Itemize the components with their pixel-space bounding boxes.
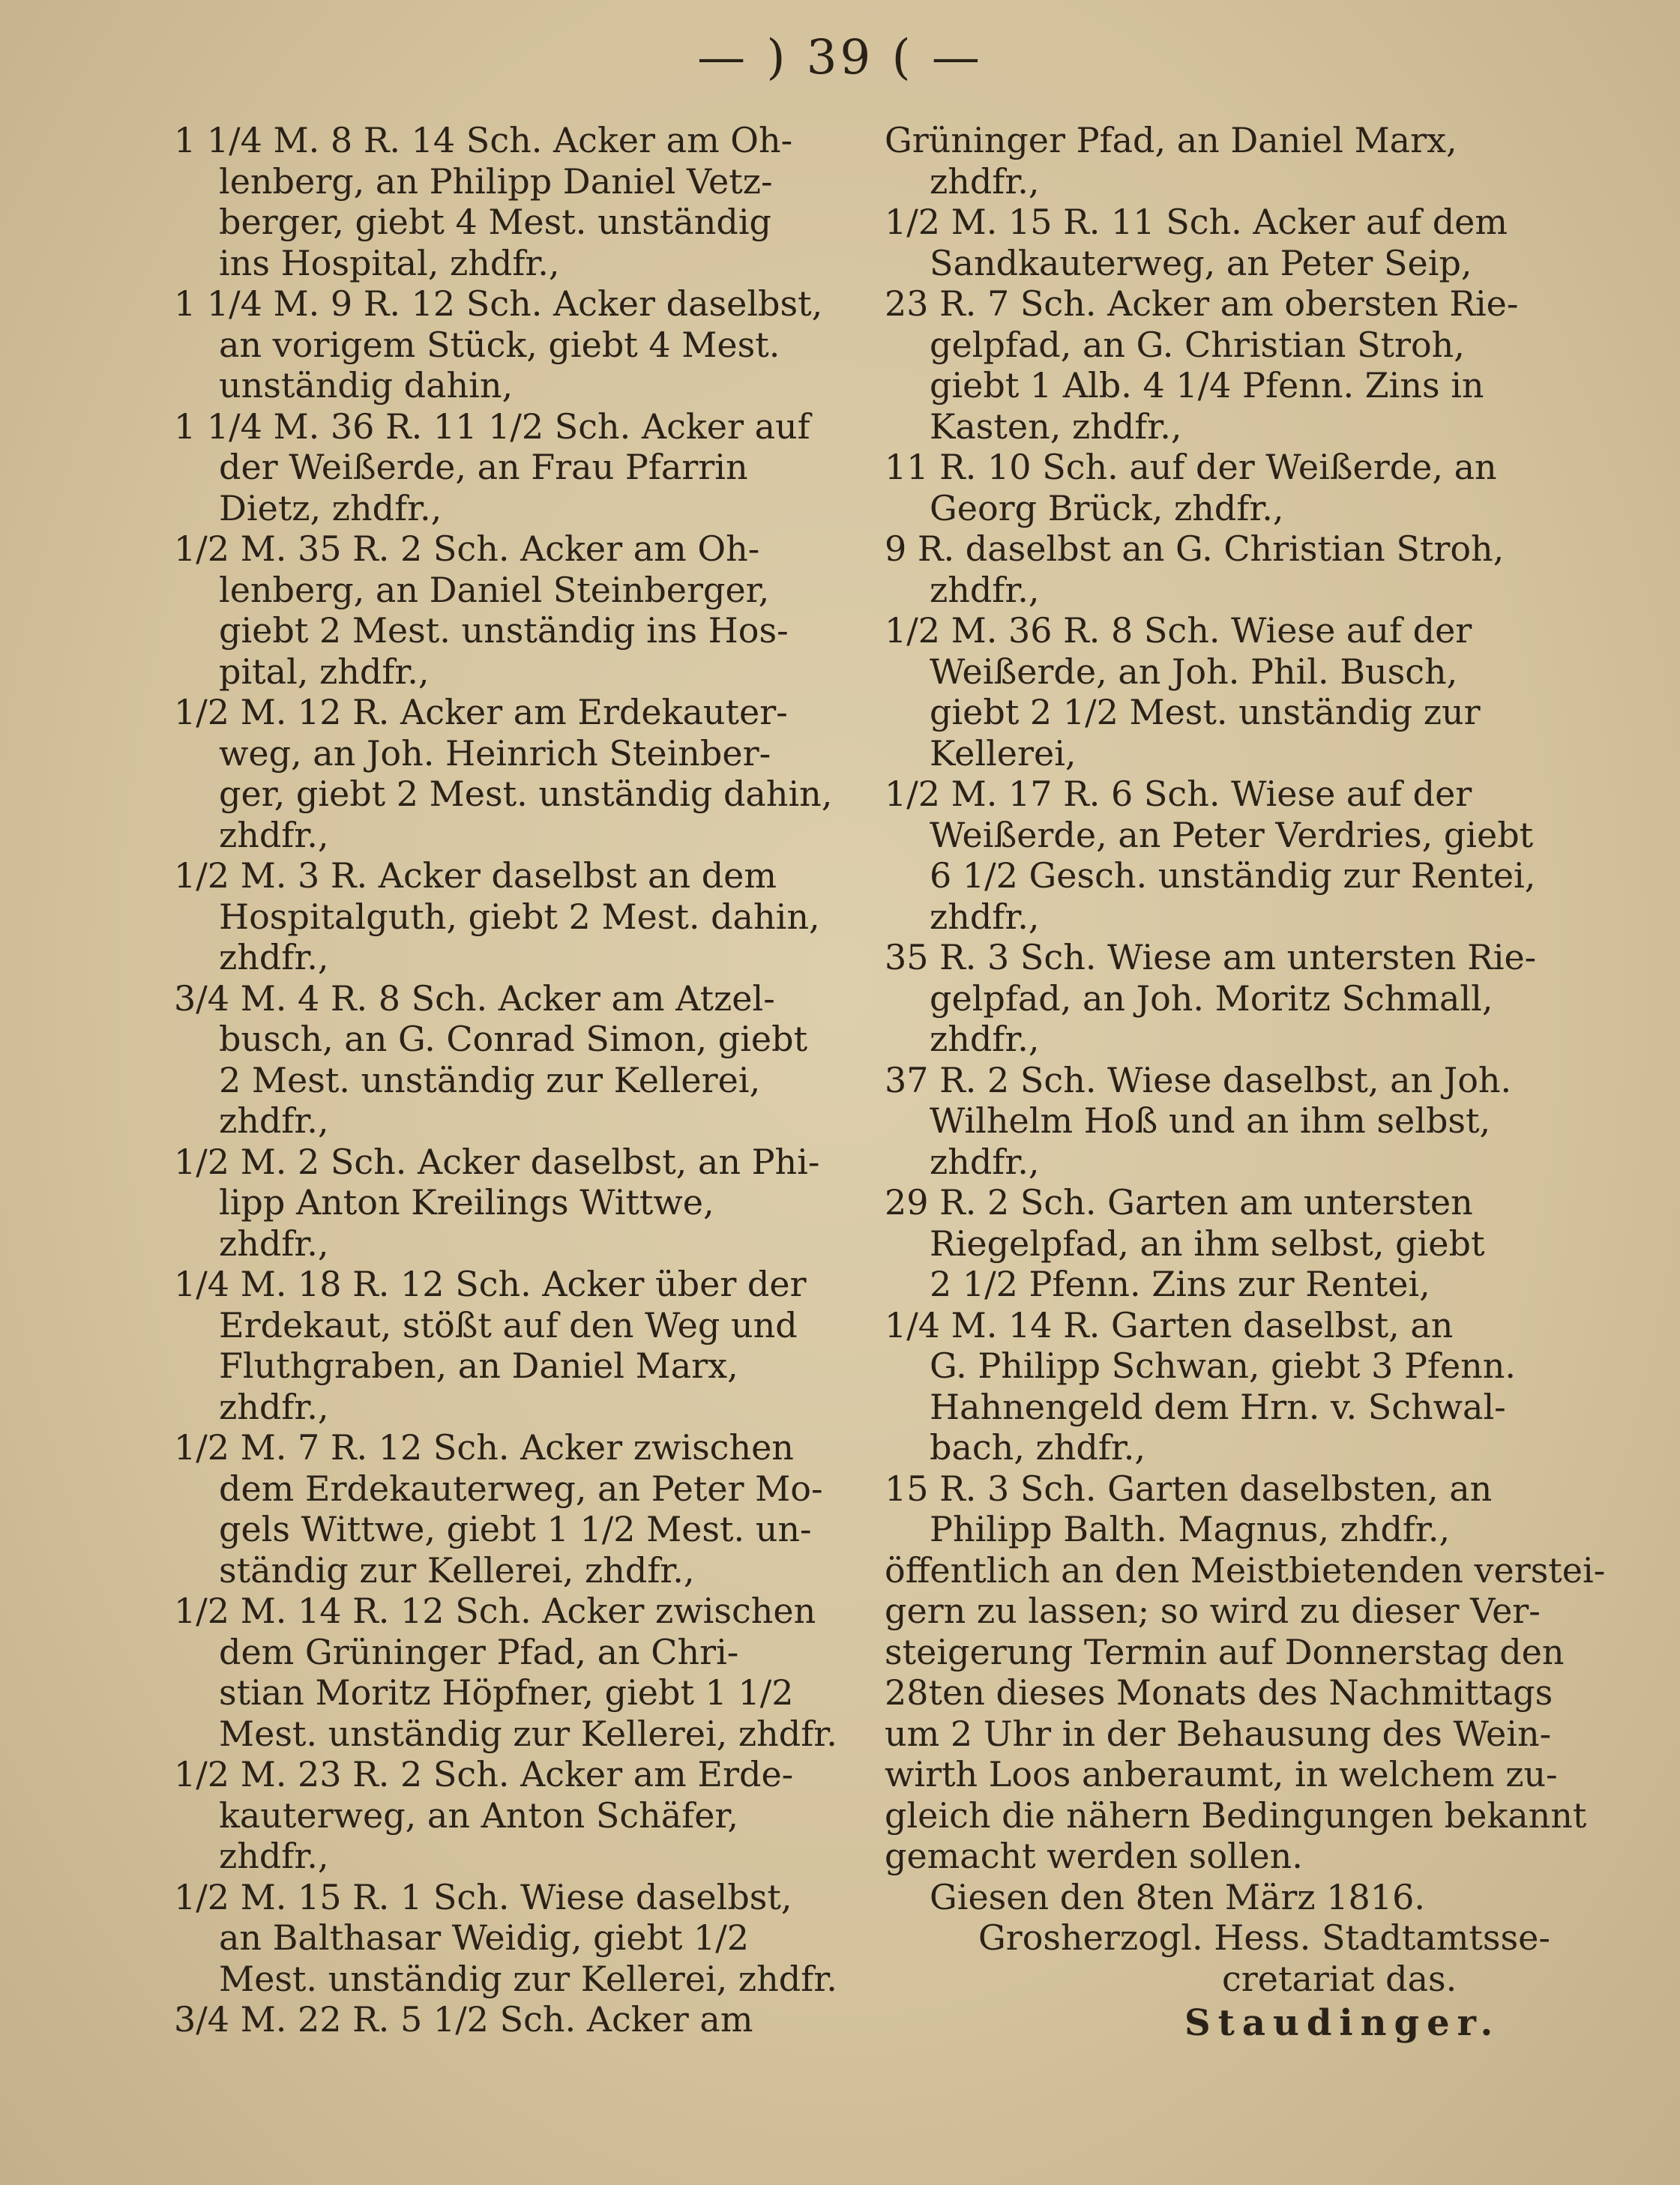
land-entry	[885, 283, 1604, 447]
entry-line: 37 R. 2 Sch. Wiese daselbst, an Joh.	[885, 1059, 1512, 1100]
land-entry	[885, 774, 1604, 937]
entry-line: Georg Brück, zhdfr.,	[930, 487, 1284, 528]
left-column	[174, 120, 849, 2040]
land-entry	[174, 1591, 849, 1754]
land-entry	[174, 1877, 849, 2000]
entry-line: gels Wittwe, giebt 1 1/2 Mest. un-	[219, 1509, 812, 1549]
entry-line: bach, zhdfr.,	[930, 1427, 1146, 1468]
entry-line: zhdfr.,	[930, 569, 1040, 610]
entry-line: 1 1/4 M. 8 R. 14 Sch. Acker am Oh-	[174, 120, 793, 160]
paragraph-line: wirth Loos anberaumt, in welchem zu-	[885, 1754, 1558, 1794]
signature-name: Staudinger.	[1184, 2002, 1501, 2044]
land-entry	[885, 1182, 1604, 1305]
land-entry	[174, 1999, 849, 2040]
entry-line: 2 Mest. unständig zur Kellerei,	[219, 1059, 761, 1100]
entry-line: zhdfr.,	[219, 1386, 329, 1427]
land-entry	[174, 1427, 849, 1591]
entry-line: 1/2 M. 15 R. 11 Sch. Acker auf dem	[885, 202, 1508, 242]
paragraph-line: steigerung Termin auf Donnerstag den	[885, 1631, 1565, 1672]
entry-line: 1/4 M. 14 R. Garten daselbst, an	[885, 1304, 1454, 1345]
entry-line: zhdfr.,	[930, 1141, 1040, 1182]
entry-line: 3/4 M. 4 R. 8 Sch. Acker am Atzel-	[174, 977, 775, 1019]
paragraph-line: gleich die nähern Bedingungen bekannt	[885, 1794, 1587, 1836]
entry-line: 23 R. 7 Sch. Acker am obersten Rie-	[885, 283, 1519, 324]
land-entry	[885, 202, 1604, 283]
land-entry	[885, 1060, 1604, 1183]
entry-line: an Balthasar Weidig, giebt 1/2	[219, 1917, 750, 1958]
closing-paragraph	[885, 1550, 1604, 1877]
entry-line: Riegelpfad, an ihm selbst, giebt	[930, 1223, 1485, 1264]
entry-line: 1/2 M. 7 R. 12 Sch. Acker zwischen	[174, 1427, 794, 1468]
paragraph-line: gern zu lassen; so wird zu dieser Ver-	[885, 1591, 1541, 1631]
entry-line: Hospitalguth, giebt 2 Mest. dahin,	[219, 896, 820, 937]
entry-line: berger, giebt 4 Mest. unständig	[219, 202, 771, 242]
entry-line: zhdfr.,	[219, 814, 329, 855]
entry-line: gelpfad, an Joh. Moritz Schmall,	[930, 977, 1493, 1019]
entry-line: dem Erdekauterweg, an Peter Mo-	[219, 1468, 823, 1509]
entry-line: 1 1/4 M. 9 R. 12 Sch. Acker daselbst,	[174, 283, 823, 324]
entry-line: 1/2 M. 17 R. 6 Sch. Wiese auf der	[885, 774, 1472, 814]
entry-line: lipp Anton Kreilings Wittwe,	[219, 1182, 714, 1223]
entry-line: zhdfr.,	[219, 1836, 329, 1876]
land-entry	[885, 1468, 1604, 1550]
entry-line: giebt 2 1/2 Mest. unständig zur	[930, 692, 1481, 732]
entry-line: 1 1/4 M. 36 R. 11 1/2 Sch. Acker auf	[174, 406, 810, 447]
entry-line: 15 R. 3 Sch. Garten daselbsten, an	[885, 1468, 1493, 1509]
land-entry	[174, 283, 849, 406]
entry-line: Kasten, zhdfr.,	[930, 406, 1182, 447]
entry-line: 9 R. daselbst an G. Christian Stroh,	[885, 528, 1505, 569]
land-entry	[174, 1264, 849, 1427]
entry-line: lenberg, an Daniel Steinberger,	[219, 569, 770, 610]
entry-line: 3/4 M. 22 R. 5 1/2 Sch. Acker am	[174, 1999, 753, 2040]
entry-line: der Weißerde, an Frau Pfarrin	[219, 447, 748, 487]
entry-line: Kellerei,	[930, 732, 1077, 774]
land-entry	[885, 528, 1604, 610]
entry-line: stian Moritz Höpfner, giebt 1 1/2	[219, 1672, 794, 1713]
entry-line: 1/2 M. 23 R. 2 Sch. Acker am Erde-	[174, 1754, 794, 1794]
entry-line: lenberg, an Philipp Daniel Vetz-	[219, 160, 773, 202]
entry-line: 1/2 M. 15 R. 1 Sch. Wiese daselbst,	[174, 1876, 792, 1917]
signature-office-line1: Grosherzogl. Hess. Stadtamtsse-	[978, 1917, 1550, 1958]
signature-office-line2: cretariat das.	[1222, 1958, 1457, 1999]
dateline: Giesen den 8ten März 1816.	[930, 1876, 1425, 1917]
entry-line: Grüninger Pfad, an Daniel Marx,	[885, 120, 1457, 160]
land-entry	[885, 937, 1604, 1060]
entry-line: Erdekaut, stößt auf den Weg und	[219, 1304, 798, 1345]
entry-line: zhdfr.,	[930, 1019, 1040, 1059]
land-entry	[174, 120, 849, 283]
entry-line: zhdfr.,	[930, 160, 1040, 202]
entry-line: an vorigem Stück, giebt 4 Mest.	[219, 324, 780, 365]
entry-line: ständig zur Kellerei, zhdfr.,	[219, 1549, 695, 1591]
entry-line: 29 R. 2 Sch. Garten am untersten	[885, 1182, 1473, 1223]
entry-line: unständig dahin,	[219, 365, 514, 406]
land-entry	[174, 855, 849, 978]
entry-line: Mest. unständig zur Kellerei, zhdfr.	[219, 1958, 837, 1999]
entry-line: 2 1/2 Pfenn. Zins zur Rentei,	[930, 1264, 1430, 1304]
right-entries	[885, 120, 1604, 1550]
land-entry	[174, 692, 849, 855]
entry-line: 35 R. 3 Sch. Wiese am untersten Rie-	[885, 937, 1537, 977]
entry-line: Weißerde, an Joh. Phil. Busch,	[930, 651, 1458, 692]
entry-line: 1/2 M. 2 Sch. Acker daselbst, an Phi-	[174, 1141, 820, 1182]
entry-line: G. Philipp Schwan, giebt 3 Pfenn.	[930, 1345, 1517, 1386]
entry-line: ger, giebt 2 Mest. unständig dahin,	[219, 774, 833, 814]
land-entry	[174, 406, 849, 529]
entry-line: 1/2 M. 12 R. Acker am Erdekauter-	[174, 692, 788, 732]
entry-line: gelpfad, an G. Christian Stroh,	[930, 324, 1465, 365]
land-entry	[174, 978, 849, 1142]
entry-line: Hahnengeld dem Hrn. v. Schwal-	[930, 1386, 1506, 1427]
entry-line: 1/4 M. 18 R. 12 Sch. Acker über der	[174, 1264, 807, 1304]
paragraph-line: gemacht werden sollen.	[885, 1836, 1303, 1876]
land-entry	[174, 1754, 849, 1877]
right-column	[885, 120, 1604, 2047]
entry-line: Fluthgraben, an Daniel Marx,	[219, 1345, 738, 1386]
land-entry	[174, 528, 849, 692]
land-entry	[885, 120, 1604, 202]
entry-line: Weißerde, an Peter Verdries, giebt	[930, 814, 1534, 855]
entry-line: dem Grüninger Pfad, an Chri-	[219, 1631, 739, 1672]
entry-line: weg, an Joh. Heinrich Steinber-	[219, 732, 771, 774]
entry-line: zhdfr.,	[219, 1100, 329, 1141]
entry-line: 6 1/2 Gesch. unständig zur Rentei,	[930, 855, 1536, 896]
entry-line: giebt 2 Mest. unständig ins Hos-	[219, 610, 789, 651]
land-entry	[885, 447, 1604, 528]
entry-line: Dietz, zhdfr.,	[219, 487, 442, 528]
entry-line: giebt 1 Alb. 4 1/4 Pfenn. Zins in	[930, 365, 1484, 406]
entry-line: zhdfr.,	[930, 896, 1040, 937]
entry-line: Philipp Balth. Magnus, zhdfr.,	[930, 1509, 1451, 1549]
entry-line: pital, zhdfr.,	[219, 651, 430, 692]
entry-line: kauterweg, an Anton Schäfer,	[219, 1794, 738, 1836]
entry-line: ins Hospital, zhdfr.,	[219, 242, 560, 283]
land-entry	[174, 1142, 849, 1265]
land-entry	[885, 1305, 1604, 1468]
entry-line: Wilhelm Hoß und an ihm selbst,	[930, 1100, 1491, 1141]
entry-line: busch, an G. Conrad Simon, giebt	[219, 1019, 808, 1059]
entry-line: 1/2 M. 35 R. 2 Sch. Acker am Oh-	[174, 528, 760, 569]
entry-line: Sandkauterweg, an Peter Seip,	[930, 242, 1472, 283]
entry-line: Mest. unständig zur Kellerei, zhdfr.	[219, 1713, 837, 1754]
entry-line: 1/2 M. 3 R. Acker daselbst an dem	[174, 855, 777, 896]
paragraph-line: 28ten dieses Monats des Nachmittags	[885, 1672, 1553, 1713]
land-entry	[885, 610, 1604, 774]
entry-line: zhdfr.,	[219, 1223, 329, 1264]
paragraph-line: um 2 Uhr in der Behausung des Wein-	[885, 1713, 1552, 1754]
paragraph-line: öffentlich an den Meistbietenden verstei-	[885, 1549, 1606, 1591]
entry-line: 1/2 M. 14 R. 12 Sch. Acker zwischen	[174, 1591, 816, 1631]
page-number: — ) 39 ( —	[697, 30, 983, 85]
entry-line: 11 R. 10 Sch. auf der Weißerde, an	[885, 447, 1497, 487]
entry-line: zhdfr.,	[219, 937, 329, 977]
entry-line: 1/2 M. 36 R. 8 Sch. Wiese auf der	[885, 610, 1472, 651]
